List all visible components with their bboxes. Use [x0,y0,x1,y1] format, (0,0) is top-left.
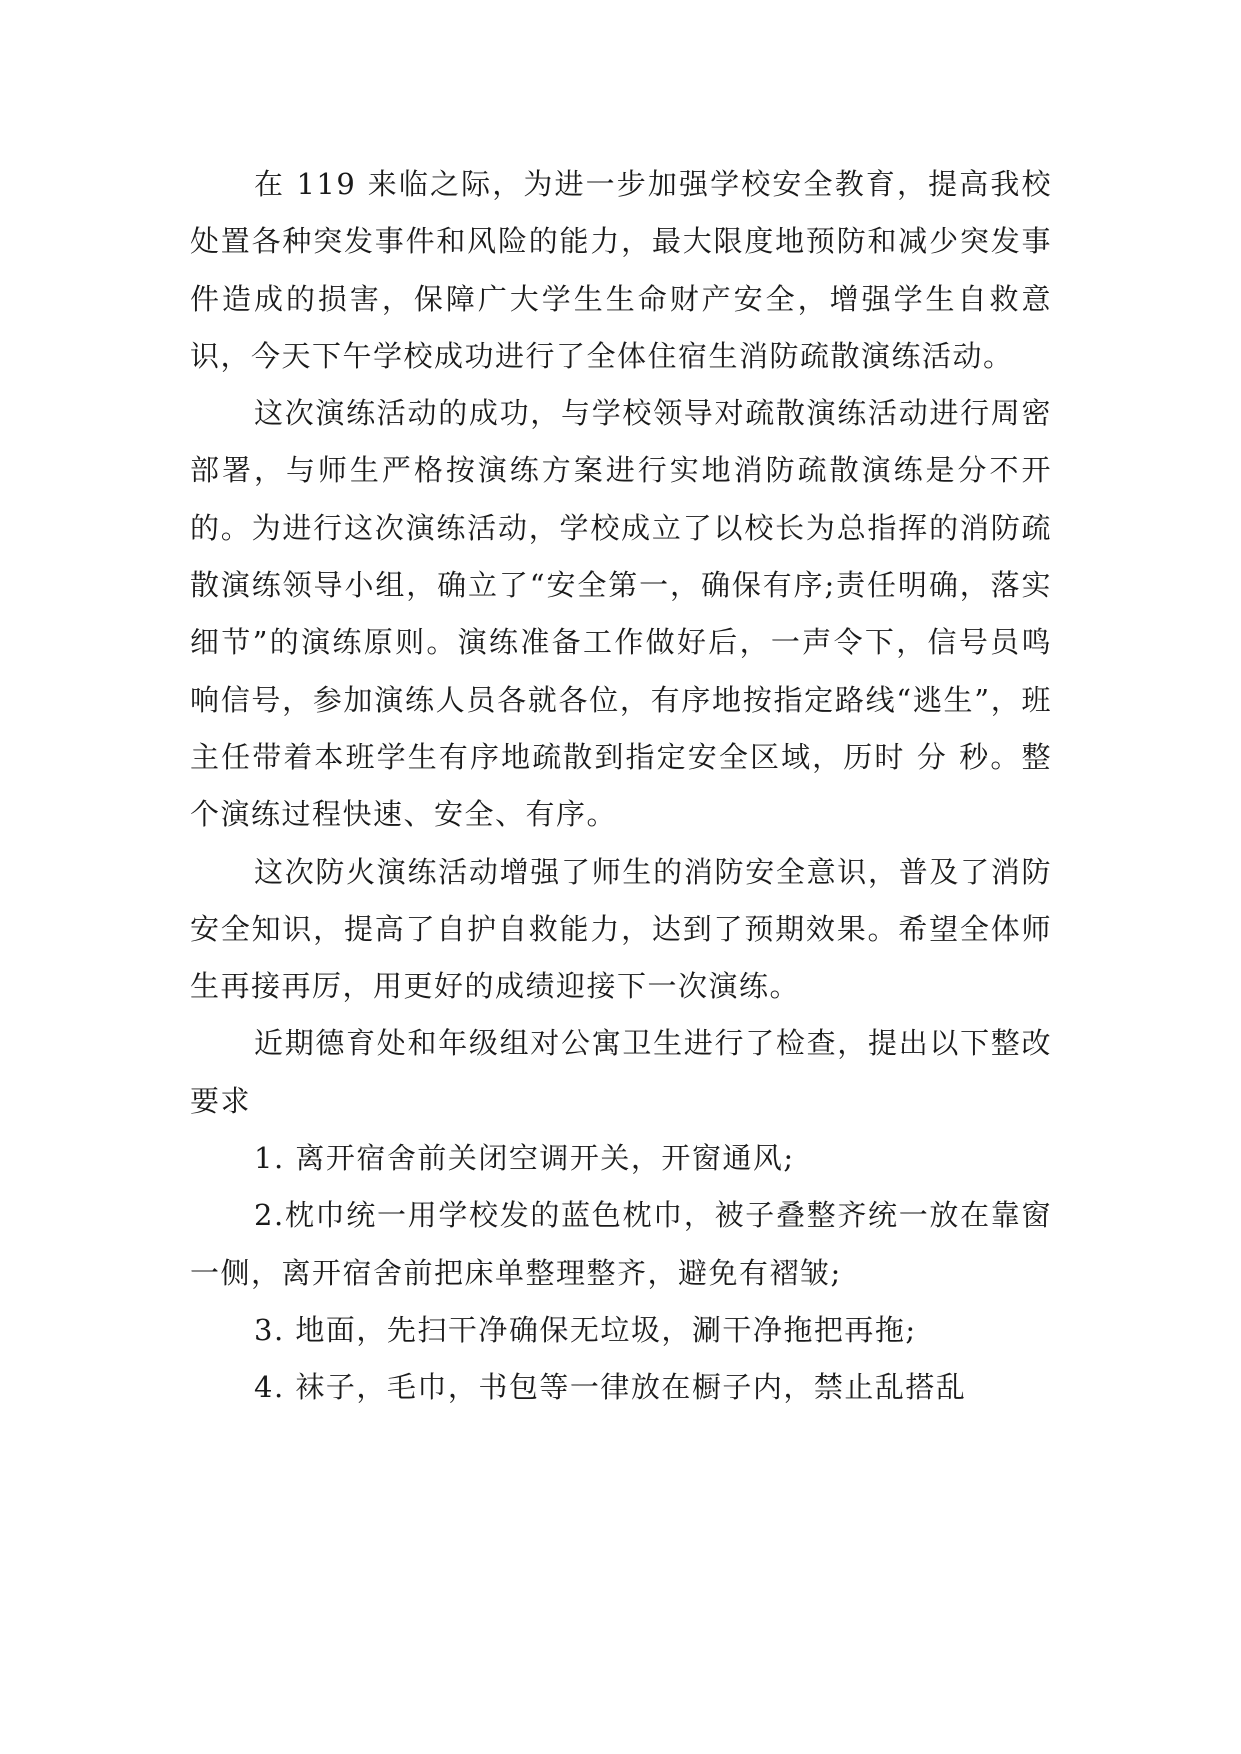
list-item-4: 4. 袜子，毛巾，书包等一律放在橱子内，禁止乱搭乱 [254,1370,967,1405]
paragraph-inspection-intro: 近期德育处和年级组对公寓卫生进行了检查，提出以下整改要求 [190,1026,1052,1118]
document-body [190,156,1052,1417]
paragraph-drill-success: 这次演练活动的成功，与学校领导对疏散演练活动进行周密部署，与师生严格按演练方案进行实地消防疏散演练是分不开的。为进行这次演练活动，学校成立了以校长为总指挥的消防疏散演练领导小组，确立了“安全第一，确保有序;责任明确，落实细节”的演练原则。演练准备工作做好后，一声令下，信号员鸣响信号，参加演练人员各就各位，有序地按指定路线“逃生”，班主任带着本班学生有序地疏散到指定安全区域，历时 分 秒。整个演练过程快速、安全、有序。 [190,396,1052,832]
list-item-2: 2.枕巾统一用学校发的蓝色枕巾，被子叠整齐统一放在靠窗一侧，离开宿舍前把床单整理整齐，避免有褶皱; [190,1198,1052,1290]
paragraph-drill-intro: 在 119 来临之际，为进一步加强学校安全教育，提高我校处置各种突发事件和风险的能力，最大限度地预防和减少突发事件造成的损害，保障广大学生生命财产安全，增强学生自救意识，今天下午学校成功进行了全体住宿生消防疏散演练活动。 [190,167,1052,373]
paragraph-drill-effect: 这次防火演练活动增强了师生的消防安全意识，普及了消防安全知识，提高了自护自救能力，达到了预期效果。希望全体师生再接再厉，用更好的成绩迎接下一次演练。 [190,854,1052,1004]
list-item-1: 1. 离开宿舍前关闭空调开关，开窗通风; [254,1141,795,1176]
list-item-3: 3. 地面，先扫干净确保无垃圾，涮干净拖把再拖; [254,1312,917,1347]
